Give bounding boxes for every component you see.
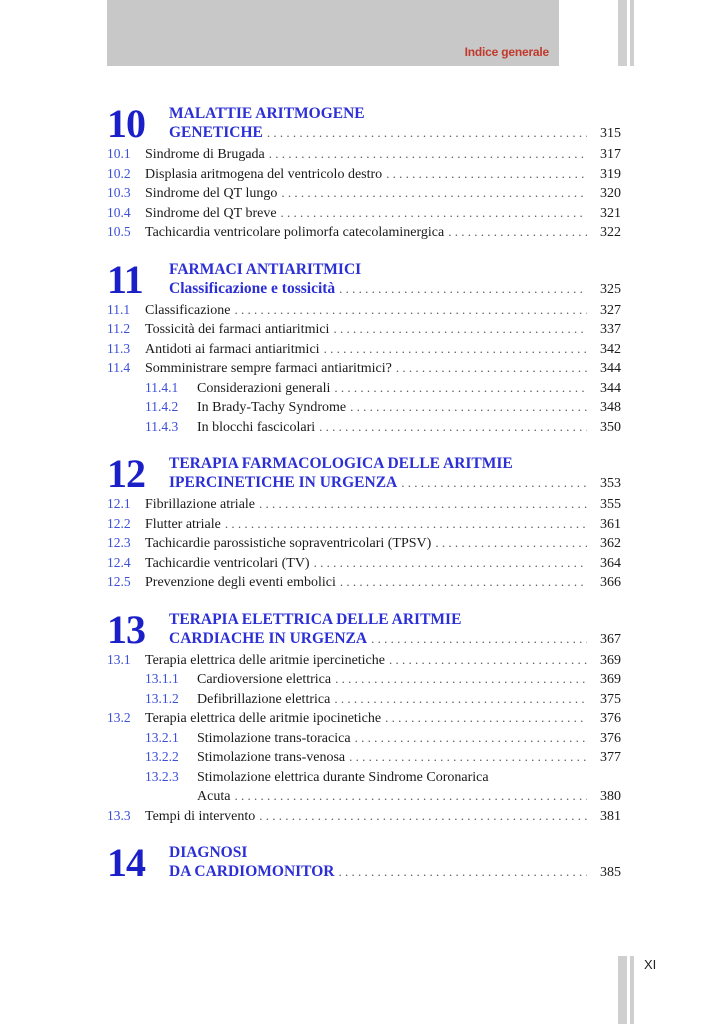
entry-title: Defibrillazione elettrica [197,691,331,707]
chapter-12 [107,451,621,592]
entry-page: 376 [600,711,621,726]
toc-entry[interactable] [107,339,621,359]
entry-title: Stimolazione trans-toracica [197,730,351,746]
entry-title: Stimolazione trans-venosa [197,750,346,765]
entry-page: 319 [600,166,621,182]
entry-title: Prevenzione degli eventi embolici [145,575,336,590]
leader-dots [281,183,587,203]
entry-title: Antidoti ai farmaci antiaritmici [145,341,320,357]
bottom-bar-1 [618,956,627,1024]
toc-entry[interactable] [107,358,621,378]
entry-number: 11.4 [107,360,131,375]
chapter-title-line2: GENETICHE [169,124,263,141]
toc-entry[interactable] [107,572,621,592]
entry-title: Stimolazione elettrica durante Sindrome Coronarica [197,769,489,785]
entry-title: In Brady-Tachy Syndrome [197,400,347,415]
entry-page: 369 [600,672,621,687]
toc-entry[interactable] [107,494,621,514]
leader-dots [259,494,587,514]
chapter-11 [107,256,621,437]
entry-page: 322 [600,225,621,240]
entry-number: 10.4 [107,204,131,220]
leader-dots [334,378,587,398]
entry-page: 337 [600,322,621,337]
entry-title: Tachicardia ventricolare polimorfa catecolaminergica [145,225,445,240]
toc-subentry[interactable] [107,747,621,767]
toc-subentry[interactable] [107,689,621,709]
entry-title: Fibrillazione atriale [145,497,256,512]
entry-page: 344 [600,361,621,376]
chapter-heading[interactable] [107,256,621,302]
chapter-heading[interactable] [107,451,621,496]
entry-title: Tachicardie parossistiche sopraventricolari (TPSV) [145,536,432,551]
table-of-contents [107,101,621,901]
entry-title: Sindrome di Brugada [145,147,265,162]
chapter-heading[interactable] [107,840,621,885]
leader-dots [269,144,587,164]
toc-subentry-continuation[interactable] [107,786,621,806]
entry-title-continuation: Acuta [197,789,231,804]
chapter-page: 367 [600,631,621,647]
entry-number: 12.3 [107,535,131,550]
toc-subentry[interactable] [107,669,621,689]
entry-number: 13.3 [107,807,131,823]
toc-entry[interactable] [107,708,621,728]
chapter-page: 315 [600,126,621,141]
entry-number: 10.5 [107,224,131,239]
chapter-13 [107,606,621,826]
entry-number: 13.1.1 [145,671,179,686]
section-label: Indice generale [464,45,549,59]
entry-title: Sindrome del QT breve [145,205,277,221]
entry-page: 327 [600,302,621,318]
leader-dots [350,397,587,417]
entry-page: 348 [600,400,621,415]
leader-dots [386,164,587,184]
leader-dots [314,553,587,573]
entry-title: Tachicardie ventricolari (TV) [145,555,310,571]
entry-number: 11.2 [107,321,131,336]
toc-entry[interactable] [107,553,621,573]
chapter-title-line1: MALATTIE ARITMOGENE [169,105,365,122]
entry-page: 342 [600,341,621,357]
entry-number: 11.4.1 [145,379,179,395]
toc-entry[interactable] [107,650,621,670]
entry-number: 12.1 [107,496,131,511]
leader-dots [259,806,587,826]
toc-entry[interactable] [107,514,621,534]
leader-dots [385,708,587,728]
leader-dots [339,862,588,881]
toc-entry[interactable] [107,183,621,203]
chapter-page: 353 [600,476,621,491]
toc-entry[interactable] [107,222,621,242]
chapter-number: 13 [107,606,145,652]
chapter-10 [107,101,621,242]
leader-dots [235,300,587,320]
entry-number: 13.1.2 [145,690,179,706]
entry-page: 375 [600,691,621,707]
entry-title: Cardioversione elettrica [197,672,332,687]
leader-dots [349,747,587,767]
toc-subentry[interactable] [107,728,621,748]
leader-dots [355,728,587,748]
leader-dots [319,417,587,437]
entry-number: 11.3 [107,340,131,356]
toc-entry[interactable] [107,806,621,826]
chapter-number: 14 [107,840,145,885]
entry-page: 350 [600,419,621,435]
leader-dots [333,319,587,339]
entry-number: 13.1 [107,651,131,667]
entry-number: 11.4.2 [145,399,179,414]
entry-number: 12.2 [107,515,131,531]
entry-title: Somministrare sempre farmaci antiaritmici? [145,361,392,376]
entry-title: Terapia elettrica delle aritmie ipercinetiche [145,652,385,668]
leader-dots [401,473,587,492]
leader-dots [448,222,587,242]
leader-dots [339,279,587,298]
entry-page: 355 [600,497,621,512]
toc-entry[interactable] [107,533,621,553]
entry-page: 320 [600,186,621,201]
leader-dots [324,339,587,359]
chapter-page: 385 [600,865,621,880]
entry-title: Tempi di intervento [145,808,256,824]
entry-title: Considerazioni generali [197,380,331,396]
leader-dots [371,629,587,648]
chapter-title-line1: TERAPIA FARMACOLOGICA DELLE ARITMIE [169,455,513,472]
entry-title: Terapia elettrica delle aritmie ipocinetiche [145,711,382,726]
entry-title: Flutter atriale [145,516,221,532]
entry-number: 11.4.3 [145,418,179,434]
entry-title: Classificazione [145,302,231,318]
entry-title: Sindrome del QT lungo [145,186,278,201]
entry-number: 12.5 [107,574,131,589]
chapter-number: 10 [107,101,145,146]
entry-page: 369 [600,652,621,668]
toc-entry[interactable] [107,319,621,339]
chapter-title-line2: CARDIACHE IN URGENZA [169,629,368,647]
chapter-number: 11 [107,256,143,302]
entry-page: 362 [600,536,621,551]
leader-dots [335,669,587,689]
entry-page: 364 [600,555,621,571]
leader-dots [267,123,587,142]
entry-page: 377 [600,750,621,765]
entry-page: 321 [600,205,621,221]
entry-number: 13.2.3 [145,768,179,784]
toc-subentry[interactable] [107,417,621,437]
bottom-bar-2 [630,956,634,1024]
header-band [107,0,559,66]
entry-number: 13.2.1 [145,729,179,745]
chapter-title-line1: TERAPIA ELETTRICA DELLE ARITMIE [169,610,462,628]
entry-page: 361 [600,516,621,532]
chapter-title-line1: DIAGNOSI [169,844,248,861]
entry-page: 317 [600,147,621,162]
entry-page: 344 [600,380,621,396]
page-number: XI [644,957,657,972]
entry-number: 13.2 [107,710,131,725]
chapter-title-line2: Classificazione e tossicità [169,279,336,297]
entry-page: 366 [600,575,621,590]
chapter-title-line1: FARMACI ANTIARITMICI [169,260,362,278]
leader-dots [389,650,587,670]
leader-dots [435,533,587,553]
entry-number: 12.4 [107,554,131,570]
entry-number: 10.1 [107,146,131,161]
chapter-14 [107,840,621,885]
toc-subentry[interactable] [107,397,621,417]
chapter-title-line2: IPERCINETICHE IN URGENZA [169,474,398,491]
toc-subentry[interactable] [107,378,621,398]
chapter-number: 12 [107,451,145,496]
entry-page: 380 [600,789,621,804]
chapter-page: 325 [600,281,621,297]
top-bar-2 [630,0,634,66]
leader-dots [334,689,587,709]
toc-entry[interactable] [107,164,621,184]
top-bar-1 [618,0,627,66]
leader-dots [234,786,587,806]
entry-title: Tossicità dei farmaci antiaritmici [145,322,330,337]
toc-subentry[interactable] [107,767,621,787]
leader-dots [340,572,587,592]
entry-title: In blocchi fascicolari [197,419,316,435]
entry-number: 11.1 [107,301,131,317]
leader-dots [281,203,587,223]
leader-dots [396,358,587,378]
entry-number: 10.2 [107,165,131,181]
entry-page: 381 [600,808,621,824]
chapter-heading[interactable] [107,101,621,146]
entry-page: 376 [600,730,621,746]
toc-entry[interactable] [107,300,621,320]
entry-title: Displasia aritmogena del ventricolo destro [145,166,383,182]
toc-entry[interactable] [107,203,621,223]
entry-number: 10.3 [107,185,131,200]
entry-number: 13.2.2 [145,749,179,764]
chapter-title-line2: DA CARDIOMONITOR [169,863,335,880]
toc-entry[interactable] [107,144,621,164]
chapter-heading[interactable] [107,606,621,652]
leader-dots [225,514,587,534]
